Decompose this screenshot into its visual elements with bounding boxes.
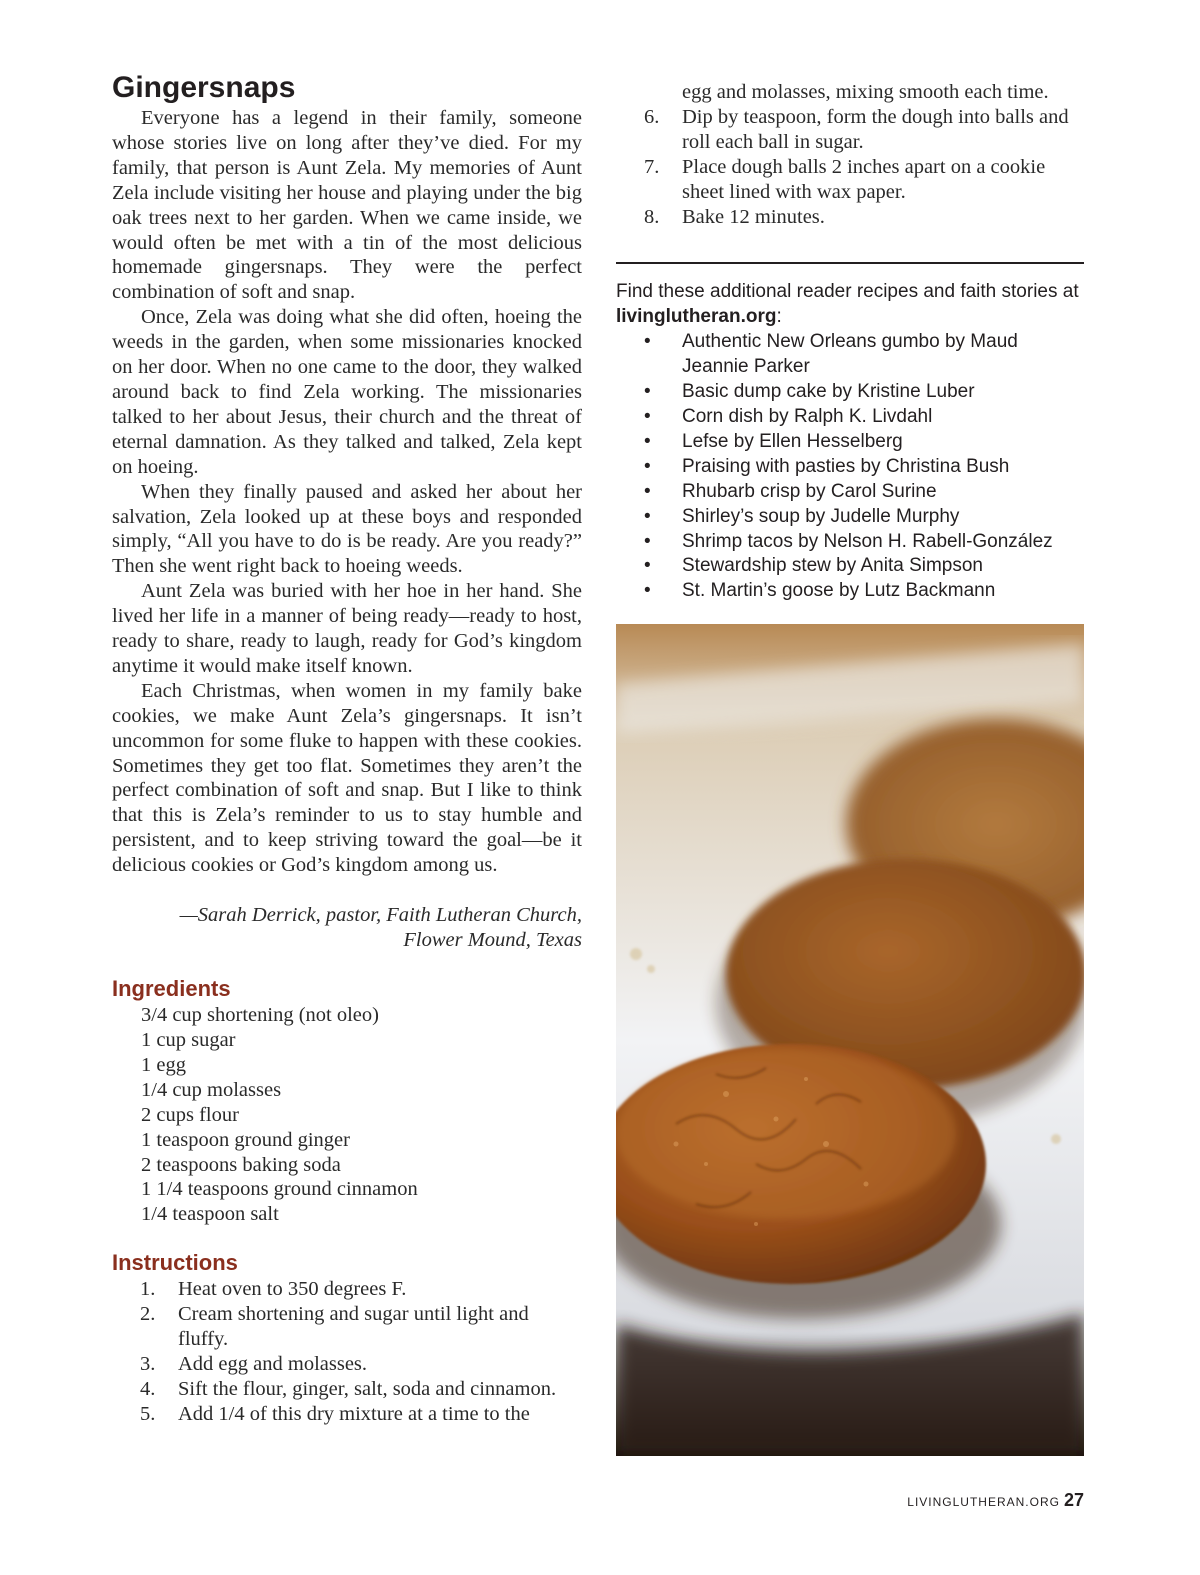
recipe-list-item bbox=[616, 405, 1084, 430]
ingredient-item: 1/4 cup molasses bbox=[141, 1078, 282, 1101]
ingredient-item: 2 cups flour bbox=[141, 1103, 239, 1126]
bullet: • bbox=[644, 430, 651, 452]
intro-text: Find these additional reader recipes and faith stories at bbox=[616, 281, 1079, 303]
cookies-photo bbox=[616, 624, 1084, 1456]
story-paragraph: Each Christmas, when women in my family bake cookies, we make Aunt Zela’s gingersnaps. It isn’t uncommon for some fluke to happen with these cookies. Sometimes they get too flat. Sometimes they aren’t the perfect combination of soft and snap. But I like to think that this is Zela’s reminder to us to stay humble and persistent, and to keep striving toward the goal—be it delicious cookies or God’s kingdom among us. bbox=[112, 679, 582, 877]
section-divider bbox=[616, 262, 1084, 264]
story-paragraph: Once, Zela was doing what she did often, hoeing the weeds in the garden, when some missionaries knocked on her door. When no one came to the door, they walked around back to find Zela working. The missionaries talked to her about Jesus, their church and the threat of eternal damnation. As they talked and talked, Zela kept on hoeing. bbox=[112, 306, 582, 478]
recipe-list-item bbox=[616, 430, 1084, 455]
instructions-list-continued bbox=[616, 80, 1084, 229]
step-text: Bake 12 minutes. bbox=[682, 205, 825, 228]
step-text: Cream shortening and sugar until light and fluffy. bbox=[178, 1303, 529, 1351]
ingredient-item: 1 egg bbox=[141, 1053, 186, 1076]
step-text: Place dough balls 2 inches apart on a cookie sheet lined with wax paper. bbox=[682, 155, 1046, 203]
article-title: Gingersnaps bbox=[112, 71, 296, 104]
recipe-list-item bbox=[616, 380, 1084, 405]
instruction-step-continuation: egg and molasses, mixing smooth each time. bbox=[682, 81, 1049, 103]
recipe-list-item bbox=[616, 554, 1084, 579]
recipe-list-item bbox=[616, 505, 1084, 530]
story-paragraph: Everyone has a legend in their family, someone whose stories live on long after they’ve died. For my family, that person is Aunt Zela. My memories of Aunt Zela include visiting her house and playing under the big oak trees next to her garden. When we came inside, we would often be met with a tin of the most delicious homemade gingersnaps. They were the perfect combination of soft and snap. bbox=[112, 107, 582, 304]
step-number: 4. bbox=[140, 1377, 156, 1400]
bullet: • bbox=[644, 455, 651, 477]
cookies-illustration bbox=[616, 624, 1084, 1456]
step-number: 5. bbox=[140, 1402, 156, 1425]
bullet: • bbox=[644, 381, 651, 403]
author-attribution bbox=[112, 903, 582, 953]
page-number: 27 bbox=[1063, 1490, 1084, 1510]
ingredient-item: 1 teaspoon ground ginger bbox=[141, 1128, 350, 1151]
recipe-list-item bbox=[616, 480, 1084, 505]
step-text: Sift the flour, ginger, salt, soda and cinnamon. bbox=[178, 1377, 557, 1400]
step-text: Dip by teaspoon, form the dough into balls and roll each ball in sugar. bbox=[682, 105, 1069, 153]
story-body bbox=[112, 106, 582, 878]
step-text: Add 1/4 of this dry mixture at a time to the bbox=[178, 1402, 530, 1425]
instruction-step bbox=[616, 105, 1084, 155]
recipe-title: Authentic New Orleans gumbo by Maud Jeannie Parker bbox=[682, 331, 1018, 378]
attribution-line: Flower Mound, Texas bbox=[403, 929, 582, 952]
bullet: • bbox=[644, 405, 651, 427]
ingredient-item: 1 1/4 teaspoons ground cinnamon bbox=[141, 1178, 418, 1201]
recipe-title: Shrimp tacos by Nelson H. Rabell-González bbox=[682, 530, 1053, 552]
recipe-title: Praising with pasties by Christina Bush bbox=[682, 455, 1010, 477]
step-number: 2. bbox=[140, 1303, 156, 1326]
step-number: 6. bbox=[644, 105, 660, 128]
instruction-step bbox=[112, 1377, 582, 1402]
ingredient-item: 3/4 cup shortening (not oleo) bbox=[141, 1004, 379, 1027]
recipe-list-item bbox=[616, 455, 1084, 480]
instruction-step bbox=[112, 1302, 582, 1352]
bullet: • bbox=[644, 555, 651, 577]
right-column bbox=[616, 80, 1084, 604]
page-footer bbox=[907, 1490, 1084, 1511]
ingredient-item: 1/4 teaspoon salt bbox=[141, 1203, 279, 1226]
recipe-list-item bbox=[616, 530, 1084, 555]
more-recipes-list bbox=[616, 330, 1084, 604]
step-text: Add egg and molasses. bbox=[178, 1352, 368, 1375]
recipe-title: Basic dump cake by Kristine Luber bbox=[682, 381, 975, 403]
step-text: Heat oven to 350 degrees F. bbox=[178, 1278, 407, 1301]
site-link[interactable]: livinglutheran.org bbox=[616, 306, 777, 328]
recipe-title: Rhubarb crisp by Carol Surine bbox=[682, 480, 937, 502]
step-number: 8. bbox=[644, 205, 660, 228]
instruction-step bbox=[616, 155, 1084, 205]
step-number: 7. bbox=[644, 155, 660, 178]
ingredient-item: 2 teaspoons baking soda bbox=[141, 1153, 341, 1176]
instructions-heading: Instructions bbox=[112, 1250, 238, 1276]
footer-site-name: LIVINGLUTHERAN.ORG bbox=[907, 1495, 1060, 1509]
more-recipes-intro bbox=[616, 280, 1084, 330]
instruction-step bbox=[112, 1402, 582, 1427]
recipe-list-item bbox=[616, 330, 1084, 380]
attribution-line: —Sarah Derrick, pastor, Faith Lutheran Church, bbox=[179, 904, 582, 927]
step-number: 1. bbox=[140, 1278, 156, 1301]
bullet: • bbox=[644, 580, 651, 602]
recipe-title: Lefse by Ellen Hesselberg bbox=[682, 430, 903, 452]
instruction-step bbox=[112, 1277, 582, 1302]
bullet: • bbox=[644, 480, 651, 502]
instruction-step bbox=[616, 205, 1084, 230]
bullet: • bbox=[644, 331, 651, 353]
recipe-title: Shirley’s soup by Judelle Murphy bbox=[682, 505, 960, 527]
ingredients-heading: Ingredients bbox=[112, 976, 231, 1002]
instruction-step bbox=[112, 1352, 582, 1377]
step-number: 3. bbox=[140, 1352, 156, 1375]
recipe-title: Stewardship stew by Anita Simpson bbox=[682, 555, 983, 577]
left-column bbox=[112, 70, 582, 1427]
recipe-list-item bbox=[616, 579, 1084, 604]
ingredients-list bbox=[112, 1003, 582, 1227]
recipe-title: St. Martin’s goose by Lutz Backmann bbox=[682, 580, 996, 602]
intro-colon: : bbox=[776, 306, 782, 328]
story-paragraph: Aunt Zela was buried with her hoe in her hand. She lived her life in a manner of being ready—ready to host, ready to share, ready to laugh, ready for God’s kingdom anytime it would make itself known. bbox=[112, 580, 582, 677]
ingredient-item: 1 cup sugar bbox=[141, 1029, 236, 1051]
instructions-list bbox=[112, 1277, 582, 1426]
recipe-title: Corn dish by Ralph K. Livdahl bbox=[682, 405, 933, 427]
bullet: • bbox=[644, 530, 651, 552]
bullet: • bbox=[644, 505, 651, 527]
story-paragraph: When they finally paused and asked her about her salvation, Zela looked up at these boys and responded simply, “All you have to do is be ready. Are you ready?” Then she went right back to hoeing weeds. bbox=[112, 480, 582, 578]
